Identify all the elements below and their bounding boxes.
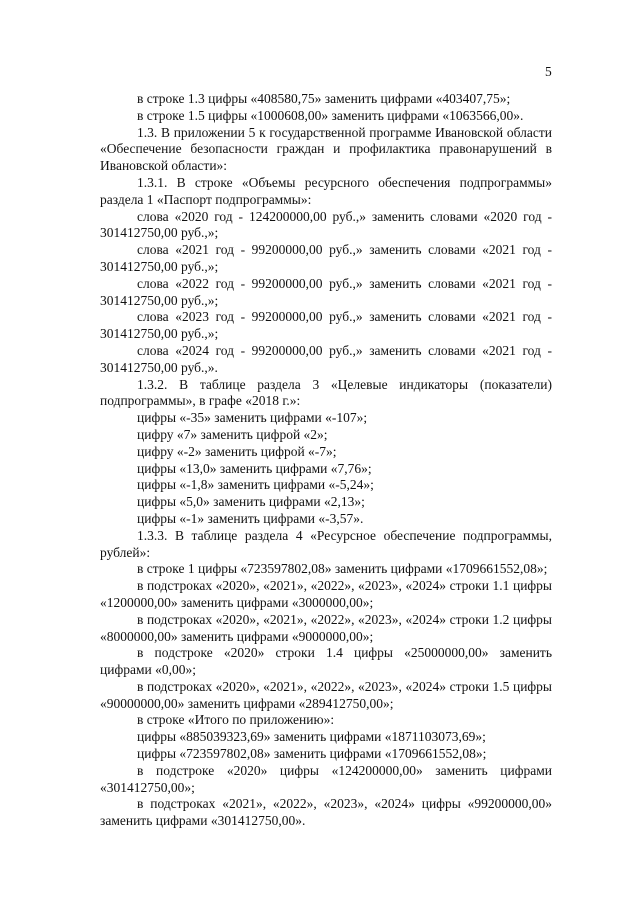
paragraph: слова «2022 год - 99200000,00 руб.,» заменить словами «2021 год - 301412750,00 руб.,»; [100, 275, 552, 308]
paragraph: цифры «13,0» заменить цифрами «7,76»; [137, 460, 372, 476]
paragraph: цифру «7» заменить цифрой «2»; [137, 426, 328, 442]
paragraph: в подстроках «2020», «2021», «2022», «2023», «2024» строки 1.2 цифры «8000000,00» заменить цифрами «9000000,00»; [100, 611, 552, 644]
paragraph: цифры «-1» заменить цифрами «-3,57». [137, 510, 364, 526]
document-body [100, 91, 552, 830]
paragraph: слова «2021 год - 99200000,00 руб.,» заменить словами «2021 год - 301412750,00 руб.,»; [100, 242, 552, 274]
subsection-heading: 1.3.3. В таблице раздела 4 «Ресурсное обеспечение подпрограммы, рублей»: [100, 527, 552, 560]
paragraph: цифры «-1,8» заменить цифрами «-5,24»; [137, 477, 374, 493]
subsection-heading: 1.3.2. В таблице раздела 3 «Целевые индикаторы (показатели) подпрограммы», в графе «2018 г.»: [100, 376, 552, 409]
paragraph: слова «2023 год - 99200000,00 руб.,» заменить словами «2021 год - 301412750,00 руб.,»; [100, 309, 552, 342]
paragraph: цифры «5,0» заменить цифрами «2,13»; [137, 494, 365, 510]
paragraph: в строке 1 цифры «723597802,08» заменить цифрами «1709661552,08»; [137, 561, 548, 577]
paragraph: в подстроках «2020», «2021», «2022», «2023», «2024» строки 1.5 цифры «90000000,00» заменить цифрами «289412750,00»; [100, 678, 552, 711]
subsection-heading: 1.3.1. В строке «Объемы ресурсного обеспечения подпрограммы» раздела 1 «Паспорт подпрограммы»: [100, 174, 552, 207]
paragraph: в строке 1.5 цифры «1000608,00» заменить цифрами «1063566,00». [137, 107, 524, 123]
paragraph: цифры «885039323,69» заменить цифрами «1871103073,69»; [137, 729, 486, 745]
page-number: 5 [545, 64, 552, 79]
paragraph: в строке «Итого по приложению»: [137, 712, 335, 728]
paragraph: в подстроках «2020», «2021», «2022», «2023», «2024» строки 1.1 цифры «1200000,00» заменить цифрами «3000000,00»; [100, 578, 552, 610]
paragraph: в подстроке «2020» цифры «124200000,00» заменить цифрами «301412750,00»; [100, 762, 552, 795]
paragraph: цифру «-2» заменить цифрой «-7»; [137, 443, 337, 459]
paragraph: слова «2020 год - 124200000,00 руб.,» заменить словами «2020 год - 301412750,00 руб.,»; [100, 208, 552, 241]
section-heading: 1.3. В приложении 5 к государственной программе Ивановской области «Обеспечение безопасности граждан и профилактика правонарушений в Ивановской области»: [100, 124, 552, 174]
paragraph: в подстроках «2021», «2022», «2023», «2024» цифры «99200000,00» заменить цифрами «301412750,00». [100, 796, 552, 829]
paragraph: в строке 1.3 цифры «408580,75» заменить цифрами «403407,75»; [137, 91, 511, 106]
paragraph: слова «2024 год - 99200000,00 руб.,» заменить словами «2021 год - 301412750,00 руб.,». [100, 342, 552, 375]
paragraph: цифры «723597802,08» заменить цифрами «1709661552,08»; [137, 746, 487, 762]
paragraph: цифры «-35» заменить цифрами «-107»; [137, 410, 368, 426]
paragraph: в подстроке «2020» строки 1.4 цифры «25000000,00» заменить цифрами «0,00»; [100, 645, 552, 678]
